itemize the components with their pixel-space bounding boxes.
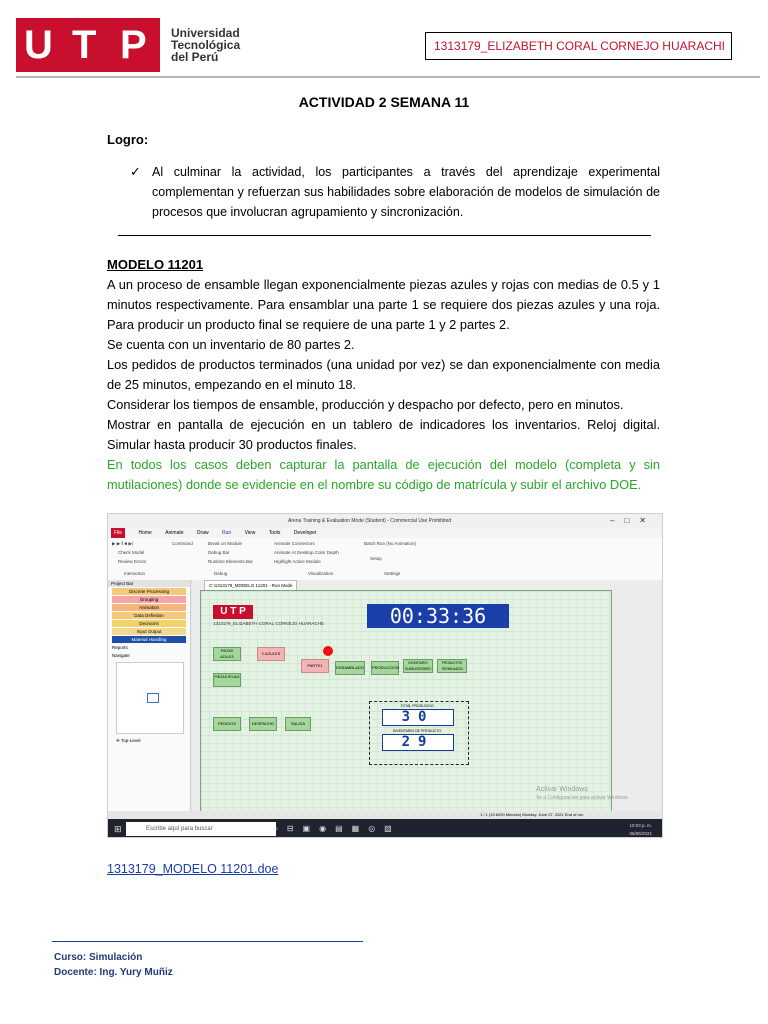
logo-letter-t: T [72,23,97,67]
ribbon-highlight: Highlight Active Module [274,559,321,564]
node-pedidos: PEDIDOS [213,717,241,731]
panel-discrete-processing: Discrete Processing [112,588,186,595]
taskbar-search: Escribe aquí para buscar [126,822,276,836]
node-salida: SALIDA [285,717,311,731]
panel-navigate: Navigate [112,653,130,658]
student-name-box: 1313179_ELIZABETH CORAL CORNEJO HUARACHI [425,32,732,60]
doe-file-link[interactable]: 1313179_MODELO 11201.doe [107,862,279,876]
institution-line-3: del Perú [171,50,219,64]
model-description [107,275,660,495]
project-bar-panel [108,580,191,816]
group-interaction: Interaction [124,571,146,576]
panel-decisions: Decisions [112,620,186,627]
node-produccion: PRODUCCION [371,661,399,675]
arena-menubar [108,528,662,538]
top-level-label: Top-Level [120,738,141,743]
node-piezas-rojas: PIEZAS ROJAS [213,673,241,687]
logo-letter-u: U [24,23,53,67]
menu-draw: Draw [196,530,209,536]
menu-view: View [244,530,256,536]
mini-utp-logo: U T P [213,605,253,619]
project-bar-title: Project Bar [108,580,190,587]
description-paragraph: Los pedidos de productos terminados (una unidad por vez) se dan exponencialmente con media de 25 minutos, empezando en el minuto 18. [107,357,660,392]
institution-line-1: Universidad [171,26,240,40]
ribbon-break: Break on Module [208,541,243,546]
model-title: MODELO 11201 [107,257,204,272]
panel-animation: Animation [112,604,186,611]
ribbon-debug-bar: Debug Bar [208,550,230,555]
description-paragraph: A un proceso de ensamble llegan exponencialmente piezas azules y rojas con medias de 0.5 y 1 minutos respectivamente. Para ensamblar una parte 1 se requiere dos piezas azules y una roja. Para producir un producto final se requiere de una parte 1 y 2 partes 2. [107,277,660,332]
ribbon-command: Command [172,541,193,546]
menu-developer: Developer [293,530,317,536]
footer-curso: Curso: Simulación [54,952,143,963]
menu-file: File [111,528,125,538]
indicator-dashboard [369,701,469,765]
activation-watermark [536,785,629,803]
plus-icon: ✚ [116,738,120,743]
footer-docente: Docente: Ing. Yury Muñiz [54,967,173,978]
model-tab: C:\1313179_MODELO 11201 - Run Mode [204,580,297,591]
ribbon-batch: Batch Run (No Animation) [364,541,417,546]
taskbar-time: 10:03 p. m. [629,823,652,828]
ribbon-check: Check Model [118,550,145,555]
ribbon-animate-conn: Animate Connectors [274,541,315,546]
description-paragraph: Se cuenta con un inventario de 80 partes 2. [107,337,355,352]
taskbar-date: 06/06/2021 [629,831,652,836]
taskbar-clock [629,819,652,838]
model-header-name: 1313179_ELIZABETH CORAL CORNEJO HUARACHE [213,621,324,626]
window-controls-icon: –□✕ [610,516,656,525]
node-piezas-azules: PIEZAS AZULES [213,647,241,661]
ribbon-setup: Setup [370,556,382,561]
panel-data-definition: Data Definition [112,612,186,619]
ribbon-review: Review Errors [118,559,147,564]
institution-line-2: Tecnológica [171,38,241,52]
menu-tools: Tools [268,530,281,536]
node-productos-terminados: PRODUCTOS TERMINADOS [437,659,467,673]
menu-animate: Animate [165,530,184,536]
arena-statusbar [108,811,662,819]
menu-home: Home [138,530,152,536]
section-divider [118,235,651,236]
run-controls-icon: ▶ ▶ ‖ ■ ▶| [112,541,134,546]
digital-clock: 00:33:36 [367,604,509,628]
watermark-line-1: Activar Windows [536,786,588,793]
node-inventario: INVENTARIO SUBINVENTARIO [403,659,433,673]
description-paragraph: Considerar los tiempos de ensamble, producción y despacho por defecto, pero en minutos. [107,397,624,412]
logo-letter-p: P [120,23,147,67]
view-region-icon [147,693,159,703]
footer-divider [52,941,363,942]
panel-reports: Reports [112,645,128,650]
node-2-azules: 2 AZULES [257,647,285,661]
group-settings: Settings [384,571,401,576]
group-debug: Debug [214,571,228,576]
arena-ribbon [108,538,662,581]
instruction-text: En todos los casos deben capturar la pantalla de ejecución del modelo (completa y sin mutilaciones) donde se evidencie en el nombre su código de matrícula y subir el archivo DOE. [107,457,660,492]
node-parte1: PARTE1 [301,659,329,673]
description-paragraph: Mostrar en pantalla de ejecución en un tablero de indicadores los inventarios. Reloj digital. Simular hasta producir 30 productos finales. [107,417,660,452]
page-header [0,0,768,80]
ribbon-runtime: Runtime Elements Bar [208,559,254,564]
windows-start-icon: ⊞ [114,824,122,834]
counter-total-label: TOTAL PRODUCIDO [400,704,434,708]
windows-taskbar [108,819,662,838]
taskbar-apps-icon: ○⊟▣◉▤▦◎▧ [273,824,401,833]
top-level-item [116,738,140,744]
checkmark-icon: ✓ [130,164,141,179]
menu-run: Run [221,530,232,536]
panel-grouping: Grouping [112,596,186,603]
node-ensamblado: ENSAMBLADO [335,661,365,675]
panel-material-handling: Material Handling [112,636,186,643]
ribbon-animate-desktop: Animate At Desktop Color Depth [274,550,339,555]
institution-name [171,27,240,63]
watermark-line-2: Ve a Configuración para activar Windows. [536,795,629,801]
page-title: ACTIVIDAD 2 SEMANA 11 [298,94,470,110]
run-status: 1 / 1 (33.6090 Minutes) Monday, June 07, 2021 End of run [480,812,584,817]
arena-titlebar [108,514,662,528]
header-divider [16,76,760,78]
batch-indicator-icon [323,646,333,656]
model-grid [200,590,612,812]
arena-window-title: Arena Training & Evaluation Mode (Student) - Commercial Use Prohibited [288,518,452,524]
counter-inventory-label: INVENTARIO DE PRODUCTO [393,729,441,733]
counter-total-produced: 30 [382,709,454,726]
group-visualization: Visualization [308,571,334,576]
arena-screenshot [107,513,663,838]
utp-logo [16,18,160,72]
node-despacho: DESPACHO [249,717,277,731]
model-canvas [192,580,663,816]
panel-input-output: Input Output [112,628,186,635]
logro-label: Logro: [107,132,149,147]
logro-text: Al culminar la actividad, los participantes a través del aprendizaje experimental complementan y refuerzan sus habilidades sobre elaboración de modelos de simulación de procesos que involucran agrupamiento y sincronización. [152,165,660,219]
navigate-preview [116,662,184,734]
counter-inventory: 29 [382,734,454,751]
